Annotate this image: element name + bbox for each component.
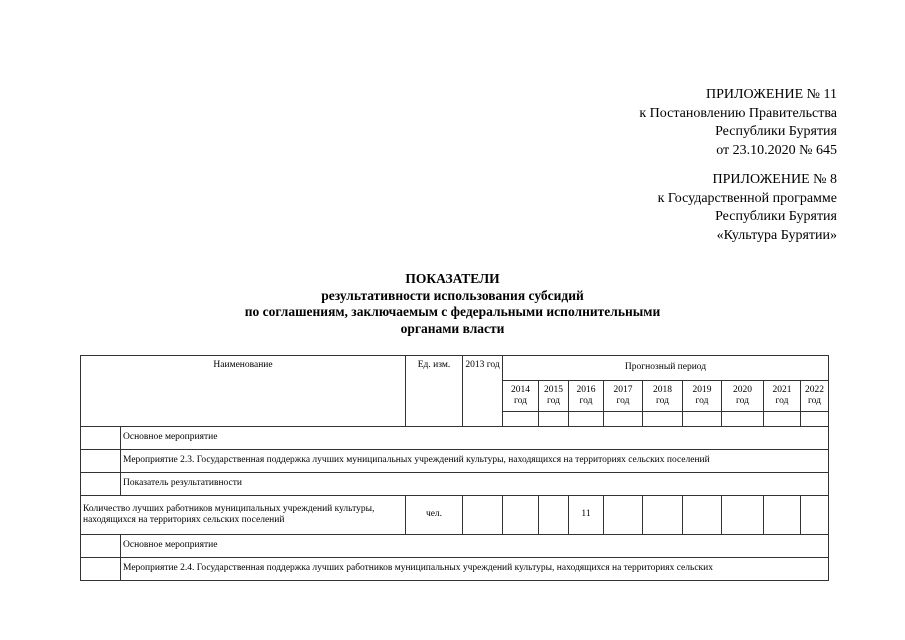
title-line: по соглашениям, заключаемым с федеральными исполнительными	[244, 304, 661, 319]
indent-cell	[81, 558, 121, 581]
title-line: органами власти	[400, 320, 505, 336]
year-label: год	[695, 396, 709, 406]
indent-cell	[81, 473, 121, 496]
indicator-unit: чел.	[406, 496, 463, 535]
year-number: 2021	[772, 384, 792, 395]
section-row	[81, 473, 829, 496]
year-label: год	[579, 396, 593, 406]
appendix-8-line: к Государственной программе	[657, 190, 837, 206]
header-year-2022	[801, 381, 829, 412]
header-year-2016	[569, 381, 604, 412]
header-spacer-cell	[643, 412, 683, 427]
year-label: год	[616, 396, 630, 406]
section-row	[81, 427, 829, 450]
appendix-11-line: от 23.10.2020 № 645	[716, 142, 837, 158]
indicator-base-value	[463, 496, 503, 535]
year-number: 2018	[653, 384, 672, 395]
indicator-row	[81, 496, 829, 535]
indicator-value-2022	[801, 496, 829, 535]
year-label: год	[547, 396, 560, 406]
header-spacer-cell	[801, 412, 829, 427]
header-name: Наименование	[81, 356, 406, 427]
indicator-name: Количество лучших работников муниципальных учреждений культуры, находящихся на территориях сельских поселений	[81, 496, 406, 535]
title-line: ПОКАЗАТЕЛИ	[405, 271, 500, 286]
header-year-2018	[643, 381, 683, 412]
year-number: 2020	[733, 384, 752, 395]
indicator-value-2017	[604, 496, 643, 535]
header-forecast: Прогнозный период	[503, 356, 829, 381]
year-number: 2015	[544, 384, 563, 395]
indicator-value-2016: 11	[569, 496, 604, 535]
indent-cell	[81, 450, 121, 473]
header-unit: Ед. изм.	[406, 356, 463, 427]
section-label: Показатель результативности	[121, 473, 829, 496]
header-spacer-cell	[722, 412, 764, 427]
year-label: год	[656, 396, 669, 406]
header-spacer-cell	[539, 412, 569, 427]
section-label: Основное мероприятие	[121, 535, 829, 558]
appendix-8-line: «Культура Бурятии»	[716, 227, 837, 243]
indicator-value-2014	[503, 496, 539, 535]
year-label: год	[514, 396, 527, 406]
appendix-11-line: к Постановлению Правительства	[639, 105, 837, 121]
section-label: Мероприятие 2.3. Государственная поддержка лучших муниципальных учреждений культуры, находящихся на территориях сельских поселений	[121, 450, 829, 473]
section-label: Основное мероприятие	[121, 427, 829, 450]
header-spacer-cell	[604, 412, 643, 427]
section-label: Мероприятие 2.4. Государственная поддержка лучших работников муниципальных учреждений культуры, находящихся на территориях сельских	[121, 558, 829, 581]
indent-cell	[81, 535, 121, 558]
appendix-8-line: Республики Бурятия	[715, 209, 837, 224]
header-year-2019	[683, 381, 722, 412]
header-spacer-cell	[503, 412, 539, 427]
indicators-table	[80, 355, 829, 581]
section-row	[81, 450, 829, 473]
appendix-8-block	[658, 171, 837, 245]
header-year-2020	[722, 381, 764, 412]
header-year-2015	[539, 381, 569, 412]
appendix-8-line: ПРИЛОЖЕНИЕ № 8	[712, 172, 837, 187]
year-number: 2014	[511, 384, 530, 395]
year-number: 2016	[576, 384, 596, 395]
section-row	[81, 535, 829, 558]
header-base-year: 2013 год	[463, 356, 503, 427]
indicator-value-2019	[683, 496, 722, 535]
year-number: 2017	[613, 384, 633, 395]
indicator-value-2015	[539, 496, 569, 535]
indent-cell	[81, 427, 121, 450]
year-number: 2019	[692, 384, 712, 395]
year-label: год	[736, 396, 749, 406]
year-number: 2022	[805, 384, 824, 395]
appendix-11-block	[639, 86, 837, 160]
appendix-11-line: ПРИЛОЖЕНИЕ № 11	[706, 87, 837, 102]
header-year-2014	[503, 381, 539, 412]
title-line: результативности использования субсидий	[321, 287, 584, 303]
year-label: год	[808, 396, 821, 406]
section-row	[81, 558, 829, 581]
header-spacer-cell	[569, 412, 604, 427]
header-spacer-cell	[764, 412, 801, 427]
appendix-11-line: Республики Бурятия	[715, 124, 837, 139]
header-year-2017	[604, 381, 643, 412]
indicator-value-2018	[643, 496, 683, 535]
year-label: год	[775, 396, 789, 406]
indicator-value-2020	[722, 496, 764, 535]
indicator-value-2021	[764, 496, 801, 535]
header-spacer-cell	[683, 412, 722, 427]
header-year-2021	[764, 381, 801, 412]
document-title	[0, 271, 905, 337]
